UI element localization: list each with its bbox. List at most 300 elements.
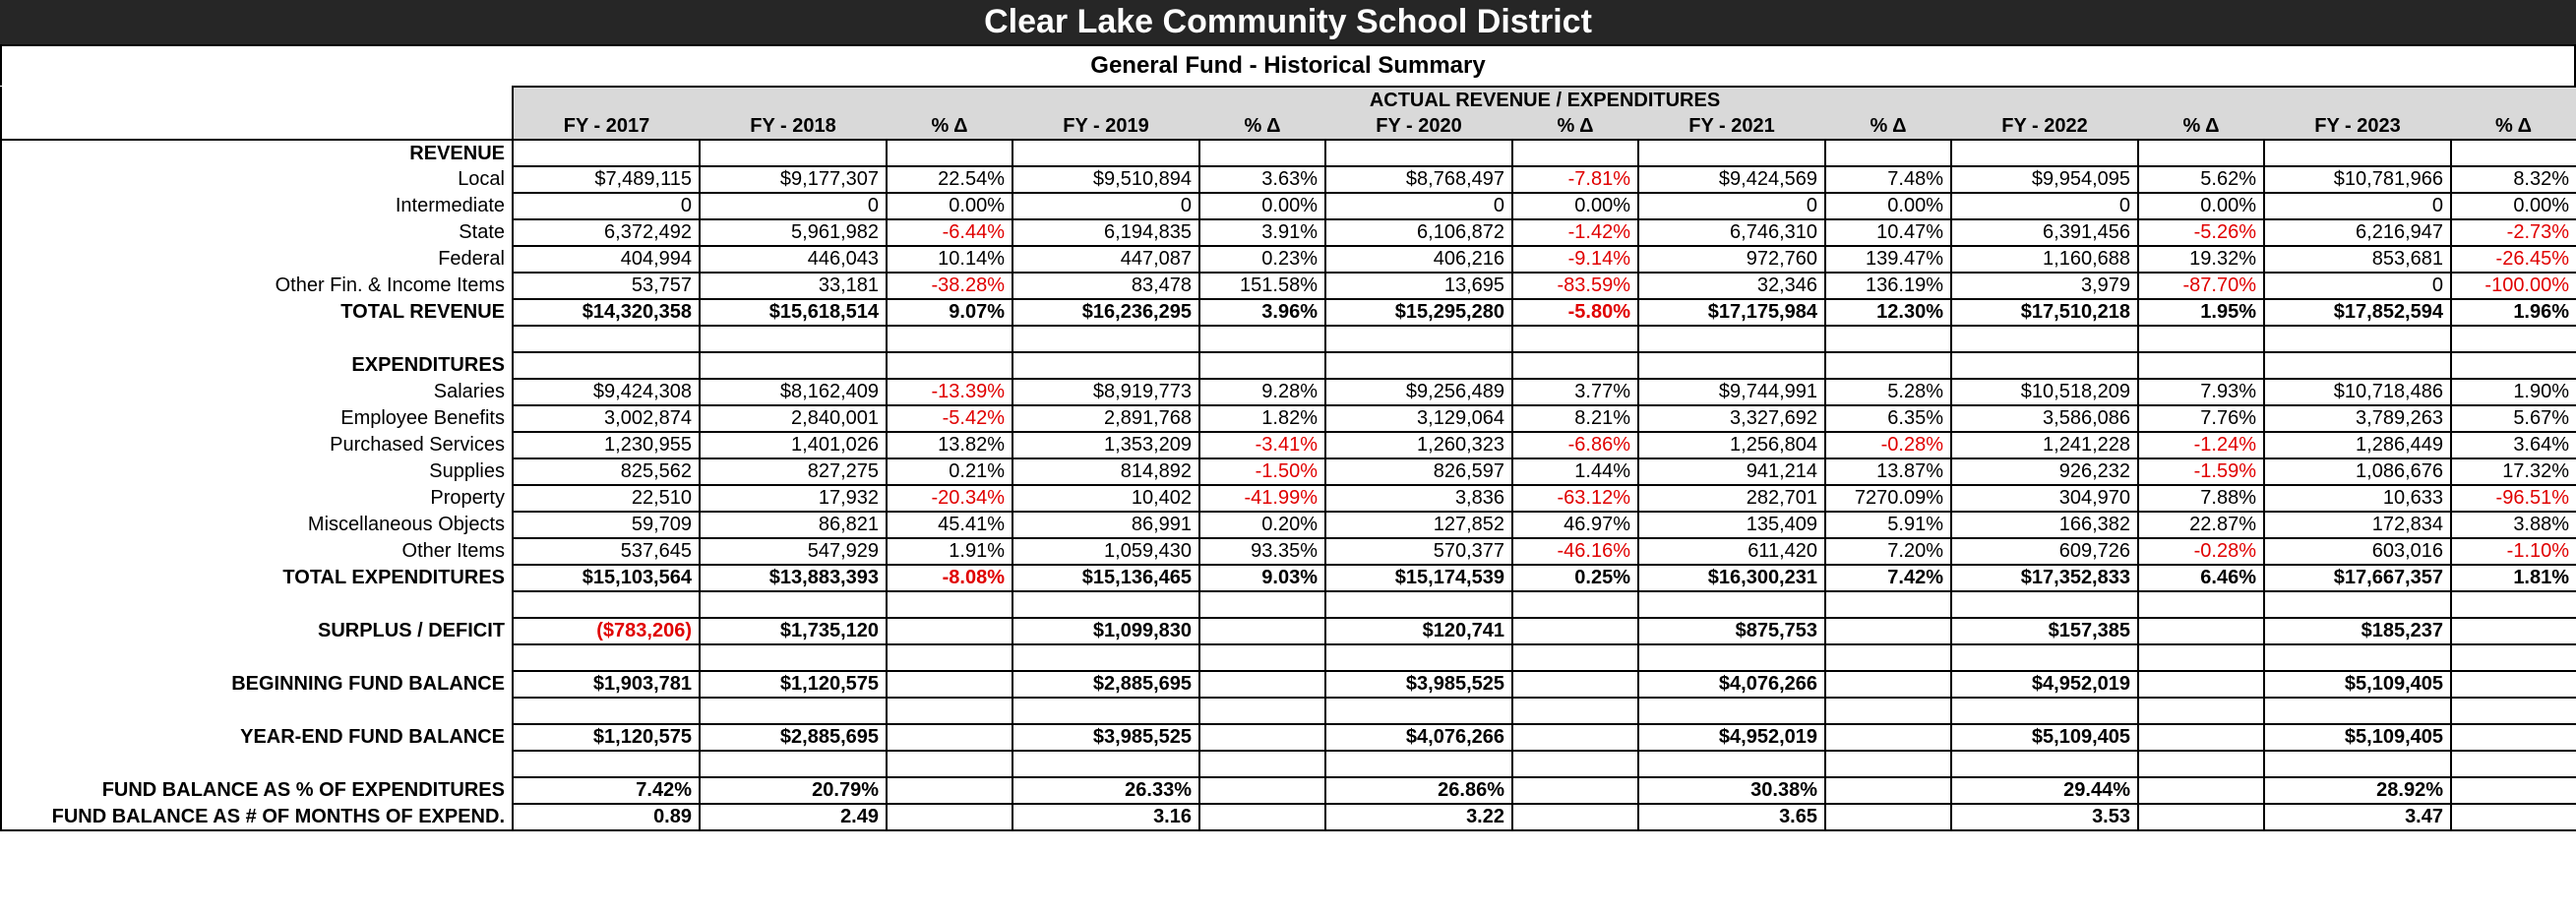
table-cell — [2138, 352, 2264, 379]
table-cell: 3.77% — [1512, 379, 1638, 405]
table-row — [1, 644, 2576, 671]
table-cell: $17,175,984 — [1638, 299, 1825, 326]
table-cell — [887, 140, 1012, 166]
column-header: FY - 2019 — [1012, 113, 1199, 140]
table-cell — [1638, 698, 1825, 724]
column-header: % Δ — [1199, 113, 1325, 140]
table-cell — [1325, 326, 1512, 352]
table-cell: $157,385 — [1951, 618, 2138, 644]
table-cell: 22.87% — [2138, 512, 2264, 538]
table-cell: 3.91% — [1199, 219, 1325, 246]
table-cell: 1,241,228 — [1951, 432, 2138, 458]
table-cell: $4,076,266 — [1638, 671, 1825, 698]
table-cell — [1012, 591, 1199, 618]
table-cell — [1199, 671, 1325, 698]
table-cell: 2,840,001 — [700, 405, 887, 432]
table-cell: $10,518,209 — [1951, 379, 2138, 405]
table-row — [1, 246, 2576, 273]
table-cell — [1512, 644, 1638, 671]
table-cell — [2451, 644, 2576, 671]
table-cell: 1.95% — [2138, 299, 2264, 326]
table-cell — [2264, 326, 2451, 352]
table-cell — [2138, 804, 2264, 830]
table-cell: 1.96% — [2451, 299, 2576, 326]
table-cell: 3,586,086 — [1951, 405, 2138, 432]
table-cell: 45.41% — [887, 512, 1012, 538]
row-label — [1, 591, 513, 618]
table-cell: 446,043 — [700, 246, 887, 273]
table-cell: 151.58% — [1199, 273, 1325, 299]
table-row — [1, 140, 2576, 166]
table-cell: 8.32% — [2451, 166, 2576, 193]
report-title: Clear Lake Community School District — [0, 0, 2576, 46]
table-cell: 304,970 — [1951, 485, 2138, 512]
table-cell: 0.00% — [1512, 193, 1638, 219]
table-cell — [1199, 140, 1325, 166]
table-row — [1, 458, 2576, 485]
table-cell: $1,903,781 — [513, 671, 700, 698]
table-cell — [1825, 777, 1951, 804]
table-cell — [1199, 326, 1325, 352]
table-cell — [2138, 140, 2264, 166]
table-row — [1, 299, 2576, 326]
column-header: FY - 2020 — [1325, 113, 1512, 140]
table-cell: 93.35% — [1199, 538, 1325, 565]
table-cell — [1638, 591, 1825, 618]
table-cell — [2264, 140, 2451, 166]
table-cell: $7,489,115 — [513, 166, 700, 193]
table-cell — [1638, 644, 1825, 671]
column-header: FY - 2021 — [1638, 113, 1825, 140]
row-label: REVENUE — [1, 140, 513, 166]
table-cell — [2451, 751, 2576, 777]
table-cell: 172,834 — [2264, 512, 2451, 538]
table-cell: 2.49 — [700, 804, 887, 830]
table-cell: $9,424,308 — [513, 379, 700, 405]
table-cell — [1012, 140, 1199, 166]
table-cell: $5,109,405 — [2264, 671, 2451, 698]
table-cell: $3,985,525 — [1012, 724, 1199, 751]
table-cell: 7.42% — [1825, 565, 1951, 591]
table-cell — [2451, 804, 2576, 830]
table-cell: 83,478 — [1012, 273, 1199, 299]
table-cell: 1,353,209 — [1012, 432, 1199, 458]
table-cell: $5,109,405 — [1951, 724, 2138, 751]
table-cell: $10,781,966 — [2264, 166, 2451, 193]
table-cell: 609,726 — [1951, 538, 2138, 565]
row-label: Other Fin. & Income Items — [1, 273, 513, 299]
table-cell — [1199, 804, 1325, 830]
table-cell: 5.67% — [2451, 405, 2576, 432]
table-cell — [513, 352, 700, 379]
table-cell — [2451, 140, 2576, 166]
table-cell: 59,709 — [513, 512, 700, 538]
table-cell: -83.59% — [1512, 273, 1638, 299]
table-cell — [513, 326, 700, 352]
table-cell: 166,382 — [1951, 512, 2138, 538]
table-cell — [1325, 698, 1512, 724]
row-label: Local — [1, 166, 513, 193]
table-cell: $5,109,405 — [2264, 724, 2451, 751]
table-cell — [700, 698, 887, 724]
table-row — [1, 352, 2576, 379]
table-cell — [1199, 591, 1325, 618]
table-cell: -6.44% — [887, 219, 1012, 246]
table-cell: 1,256,804 — [1638, 432, 1825, 458]
table-row — [1, 273, 2576, 299]
table-cell: -9.14% — [1512, 246, 1638, 273]
header-spacer — [1, 87, 513, 113]
table-cell — [513, 591, 700, 618]
table-cell — [2264, 751, 2451, 777]
table-cell — [1512, 618, 1638, 644]
table-cell: 9.28% — [1199, 379, 1325, 405]
table-cell — [1199, 352, 1325, 379]
table-cell: 10,633 — [2264, 485, 2451, 512]
column-header: % Δ — [2451, 113, 2576, 140]
table-cell — [1325, 352, 1512, 379]
table-cell — [1325, 644, 1512, 671]
table-cell: 9.07% — [887, 299, 1012, 326]
row-label: Employee Benefits — [1, 405, 513, 432]
table-cell — [1512, 804, 1638, 830]
table-cell: $1,120,575 — [700, 671, 887, 698]
table-cell — [887, 804, 1012, 830]
table-cell: $1,120,575 — [513, 724, 700, 751]
table-cell: $4,952,019 — [1638, 724, 1825, 751]
table-cell: 5.28% — [1825, 379, 1951, 405]
table-cell: 32,346 — [1638, 273, 1825, 299]
table-cell: -26.45% — [2451, 246, 2576, 273]
table-cell: 1.82% — [1199, 405, 1325, 432]
row-label — [1, 644, 513, 671]
table-cell — [2451, 777, 2576, 804]
table-cell — [1512, 698, 1638, 724]
column-header: FY - 2017 — [513, 113, 700, 140]
table-cell: 825,562 — [513, 458, 700, 485]
table-cell — [2264, 591, 2451, 618]
table-cell: 3.88% — [2451, 512, 2576, 538]
table-cell: 3.53 — [1951, 804, 2138, 830]
table-row — [1, 751, 2576, 777]
table-cell: $2,885,695 — [1012, 671, 1199, 698]
table-cell — [513, 751, 700, 777]
table-row — [1, 777, 2576, 804]
table-cell: 3.47 — [2264, 804, 2451, 830]
table-cell — [887, 671, 1012, 698]
table-cell: 30.38% — [1638, 777, 1825, 804]
table-cell: -0.28% — [1825, 432, 1951, 458]
table-cell: 1.90% — [2451, 379, 2576, 405]
table-cell — [1825, 698, 1951, 724]
table-cell — [1825, 618, 1951, 644]
table-cell: $10,718,486 — [2264, 379, 2451, 405]
table-cell: 3,327,692 — [1638, 405, 1825, 432]
table-cell: $15,136,465 — [1012, 565, 1199, 591]
table-row — [1, 724, 2576, 751]
table-cell — [2451, 591, 2576, 618]
table-cell — [1951, 644, 2138, 671]
table-cell: 3,836 — [1325, 485, 1512, 512]
header-spacer — [1, 113, 513, 140]
table-cell: -5.80% — [1512, 299, 1638, 326]
table-cell: 827,275 — [700, 458, 887, 485]
table-cell: $15,174,539 — [1325, 565, 1512, 591]
table-cell: $8,768,497 — [1325, 166, 1512, 193]
table-cell: 86,821 — [700, 512, 887, 538]
table-cell — [887, 618, 1012, 644]
table-cell: 853,681 — [2264, 246, 2451, 273]
table-cell: $1,735,120 — [700, 618, 887, 644]
table-cell: $9,954,095 — [1951, 166, 2138, 193]
table-cell: $9,177,307 — [700, 166, 887, 193]
table-row — [1, 485, 2576, 512]
table-cell: $1,099,830 — [1012, 618, 1199, 644]
table-cell — [1512, 591, 1638, 618]
table-cell: 13.82% — [887, 432, 1012, 458]
table-cell: 46.97% — [1512, 512, 1638, 538]
table-cell: 7.88% — [2138, 485, 2264, 512]
table-cell — [2138, 671, 2264, 698]
table-cell: 6,216,947 — [2264, 219, 2451, 246]
row-label — [1, 751, 513, 777]
table-cell: $120,741 — [1325, 618, 1512, 644]
table-cell: 6,746,310 — [1638, 219, 1825, 246]
table-cell: 20.79% — [700, 777, 887, 804]
column-header: % Δ — [887, 113, 1012, 140]
table-cell: $16,236,295 — [1012, 299, 1199, 326]
table-cell: 537,645 — [513, 538, 700, 565]
table-cell: 3,129,064 — [1325, 405, 1512, 432]
table-cell: -96.51% — [2451, 485, 2576, 512]
table-cell: -100.00% — [2451, 273, 2576, 299]
table-row — [1, 804, 2576, 830]
table-cell — [1825, 352, 1951, 379]
table-cell: $3,985,525 — [1325, 671, 1512, 698]
table-cell: 0.20% — [1199, 512, 1325, 538]
table-cell: $9,744,991 — [1638, 379, 1825, 405]
table-cell — [2138, 591, 2264, 618]
table-cell: $8,919,773 — [1012, 379, 1199, 405]
table-cell: 3,002,874 — [513, 405, 700, 432]
table-cell — [700, 352, 887, 379]
table-cell — [2138, 644, 2264, 671]
table-cell — [1325, 751, 1512, 777]
table-cell: 86,991 — [1012, 512, 1199, 538]
table-cell: 6.35% — [1825, 405, 1951, 432]
table-cell — [1199, 777, 1325, 804]
table-cell: $9,510,894 — [1012, 166, 1199, 193]
table-cell: 7.20% — [1825, 538, 1951, 565]
table-cell: 6,106,872 — [1325, 219, 1512, 246]
table-cell: 0 — [1951, 193, 2138, 219]
table-cell: 53,757 — [513, 273, 700, 299]
table-cell: -1.42% — [1512, 219, 1638, 246]
table-cell: 0.23% — [1199, 246, 1325, 273]
table-row — [1, 565, 2576, 591]
table-cell: 406,216 — [1325, 246, 1512, 273]
table-cell: -38.28% — [887, 273, 1012, 299]
table-cell: -1.10% — [2451, 538, 2576, 565]
table-cell: 3.65 — [1638, 804, 1825, 830]
table-cell: -13.39% — [887, 379, 1012, 405]
table-cell — [2264, 644, 2451, 671]
table-cell — [1951, 698, 2138, 724]
table-cell: 139.47% — [1825, 246, 1951, 273]
table-cell: 1,286,449 — [2264, 432, 2451, 458]
table-cell — [1638, 140, 1825, 166]
table-cell — [887, 352, 1012, 379]
table-cell: 0.89 — [513, 804, 700, 830]
table-cell — [2138, 698, 2264, 724]
table-cell: 826,597 — [1325, 458, 1512, 485]
table-cell: 22.54% — [887, 166, 1012, 193]
table-cell — [1325, 591, 1512, 618]
table-cell: 26.86% — [1325, 777, 1512, 804]
table-cell: $2,885,695 — [700, 724, 887, 751]
table-cell: 3.64% — [2451, 432, 2576, 458]
table-cell — [1638, 751, 1825, 777]
table-cell: 1,401,026 — [700, 432, 887, 458]
table-cell — [700, 751, 887, 777]
table-cell: 972,760 — [1638, 246, 1825, 273]
table-cell — [1512, 140, 1638, 166]
table-cell — [887, 644, 1012, 671]
table-cell: 1,086,676 — [2264, 458, 2451, 485]
table-cell — [1825, 591, 1951, 618]
table-cell — [887, 777, 1012, 804]
table-cell: 5,961,982 — [700, 219, 887, 246]
row-label: Other Items — [1, 538, 513, 565]
table-cell — [1199, 698, 1325, 724]
group-header: ACTUAL REVENUE / EXPENDITURES — [513, 87, 2576, 113]
table-cell: 5.91% — [1825, 512, 1951, 538]
table-cell: 7270.09% — [1825, 485, 1951, 512]
row-label: State — [1, 219, 513, 246]
table-cell: -41.99% — [1199, 485, 1325, 512]
table-cell: -2.73% — [2451, 219, 2576, 246]
table-cell — [2264, 698, 2451, 724]
table-cell: $4,952,019 — [1951, 671, 2138, 698]
table-cell: 941,214 — [1638, 458, 1825, 485]
table-cell: 13,695 — [1325, 273, 1512, 299]
row-label: Federal — [1, 246, 513, 273]
table-cell: 127,852 — [1325, 512, 1512, 538]
table-cell: 926,232 — [1951, 458, 2138, 485]
table-cell — [2264, 352, 2451, 379]
table-cell — [1951, 326, 2138, 352]
table-cell: 547,929 — [700, 538, 887, 565]
table-row — [1, 671, 2576, 698]
column-header: % Δ — [1825, 113, 1951, 140]
table-cell: 0.25% — [1512, 565, 1638, 591]
table-cell — [2138, 724, 2264, 751]
row-label: TOTAL EXPENDITURES — [1, 565, 513, 591]
table-cell: 135,409 — [1638, 512, 1825, 538]
table-cell — [1512, 326, 1638, 352]
table-cell — [1825, 724, 1951, 751]
table-cell — [700, 326, 887, 352]
column-header: % Δ — [2138, 113, 2264, 140]
table-cell: $17,667,357 — [2264, 565, 2451, 591]
table-cell — [2138, 777, 2264, 804]
table-cell: 1,260,323 — [1325, 432, 1512, 458]
table-cell: 0 — [700, 193, 887, 219]
table-cell: 6,372,492 — [513, 219, 700, 246]
column-header: % Δ — [1512, 113, 1638, 140]
table-cell — [1825, 644, 1951, 671]
table-cell: 0.00% — [2138, 193, 2264, 219]
table-cell — [1012, 698, 1199, 724]
table-cell: -1.59% — [2138, 458, 2264, 485]
table-cell: $4,076,266 — [1325, 724, 1512, 751]
table-cell — [887, 591, 1012, 618]
table-cell: 6.46% — [2138, 565, 2264, 591]
table-cell: 3.16 — [1012, 804, 1199, 830]
column-header: FY - 2023 — [2264, 113, 2451, 140]
row-label: TOTAL REVENUE — [1, 299, 513, 326]
row-label: SURPLUS / DEFICIT — [1, 618, 513, 644]
table-cell: 3,789,263 — [2264, 405, 2451, 432]
table-cell: $17,352,833 — [1951, 565, 2138, 591]
table-cell — [1512, 724, 1638, 751]
table-cell — [887, 724, 1012, 751]
table-cell: 447,087 — [1012, 246, 1199, 273]
table-cell: -1.50% — [1199, 458, 1325, 485]
table-cell: -63.12% — [1512, 485, 1638, 512]
table-cell: $17,852,594 — [2264, 299, 2451, 326]
table-cell: $15,103,564 — [513, 565, 700, 591]
table-row — [1, 512, 2576, 538]
table-cell — [2451, 671, 2576, 698]
table-cell: 611,420 — [1638, 538, 1825, 565]
column-header-row — [1, 113, 2576, 140]
row-label: Miscellaneous Objects — [1, 512, 513, 538]
table-cell: 2,891,768 — [1012, 405, 1199, 432]
table-cell: 1.81% — [2451, 565, 2576, 591]
table-cell: 0 — [513, 193, 700, 219]
table-row — [1, 405, 2576, 432]
table-cell — [1512, 751, 1638, 777]
table-cell — [513, 698, 700, 724]
table-cell: 19.32% — [2138, 246, 2264, 273]
table-cell: -46.16% — [1512, 538, 1638, 565]
table-cell: 7.42% — [513, 777, 700, 804]
table-cell: 282,701 — [1638, 485, 1825, 512]
table-cell: 0 — [1012, 193, 1199, 219]
row-label: Supplies — [1, 458, 513, 485]
table-cell: 6,194,835 — [1012, 219, 1199, 246]
table-cell: 10.14% — [887, 246, 1012, 273]
row-label — [1, 698, 513, 724]
row-label: EXPENDITURES — [1, 352, 513, 379]
table-cell — [887, 751, 1012, 777]
table-cell — [2451, 698, 2576, 724]
table-cell: $15,295,280 — [1325, 299, 1512, 326]
table-cell: $17,510,218 — [1951, 299, 2138, 326]
table-cell: 814,892 — [1012, 458, 1199, 485]
row-label: Intermediate — [1, 193, 513, 219]
table-cell: -5.42% — [887, 405, 1012, 432]
table-cell — [1012, 751, 1199, 777]
table-cell — [1012, 326, 1199, 352]
table-cell — [2451, 724, 2576, 751]
table-cell: $9,424,569 — [1638, 166, 1825, 193]
table-row — [1, 166, 2576, 193]
table-cell: 10.47% — [1825, 219, 1951, 246]
table-cell — [1951, 591, 2138, 618]
table-cell: 13.87% — [1825, 458, 1951, 485]
